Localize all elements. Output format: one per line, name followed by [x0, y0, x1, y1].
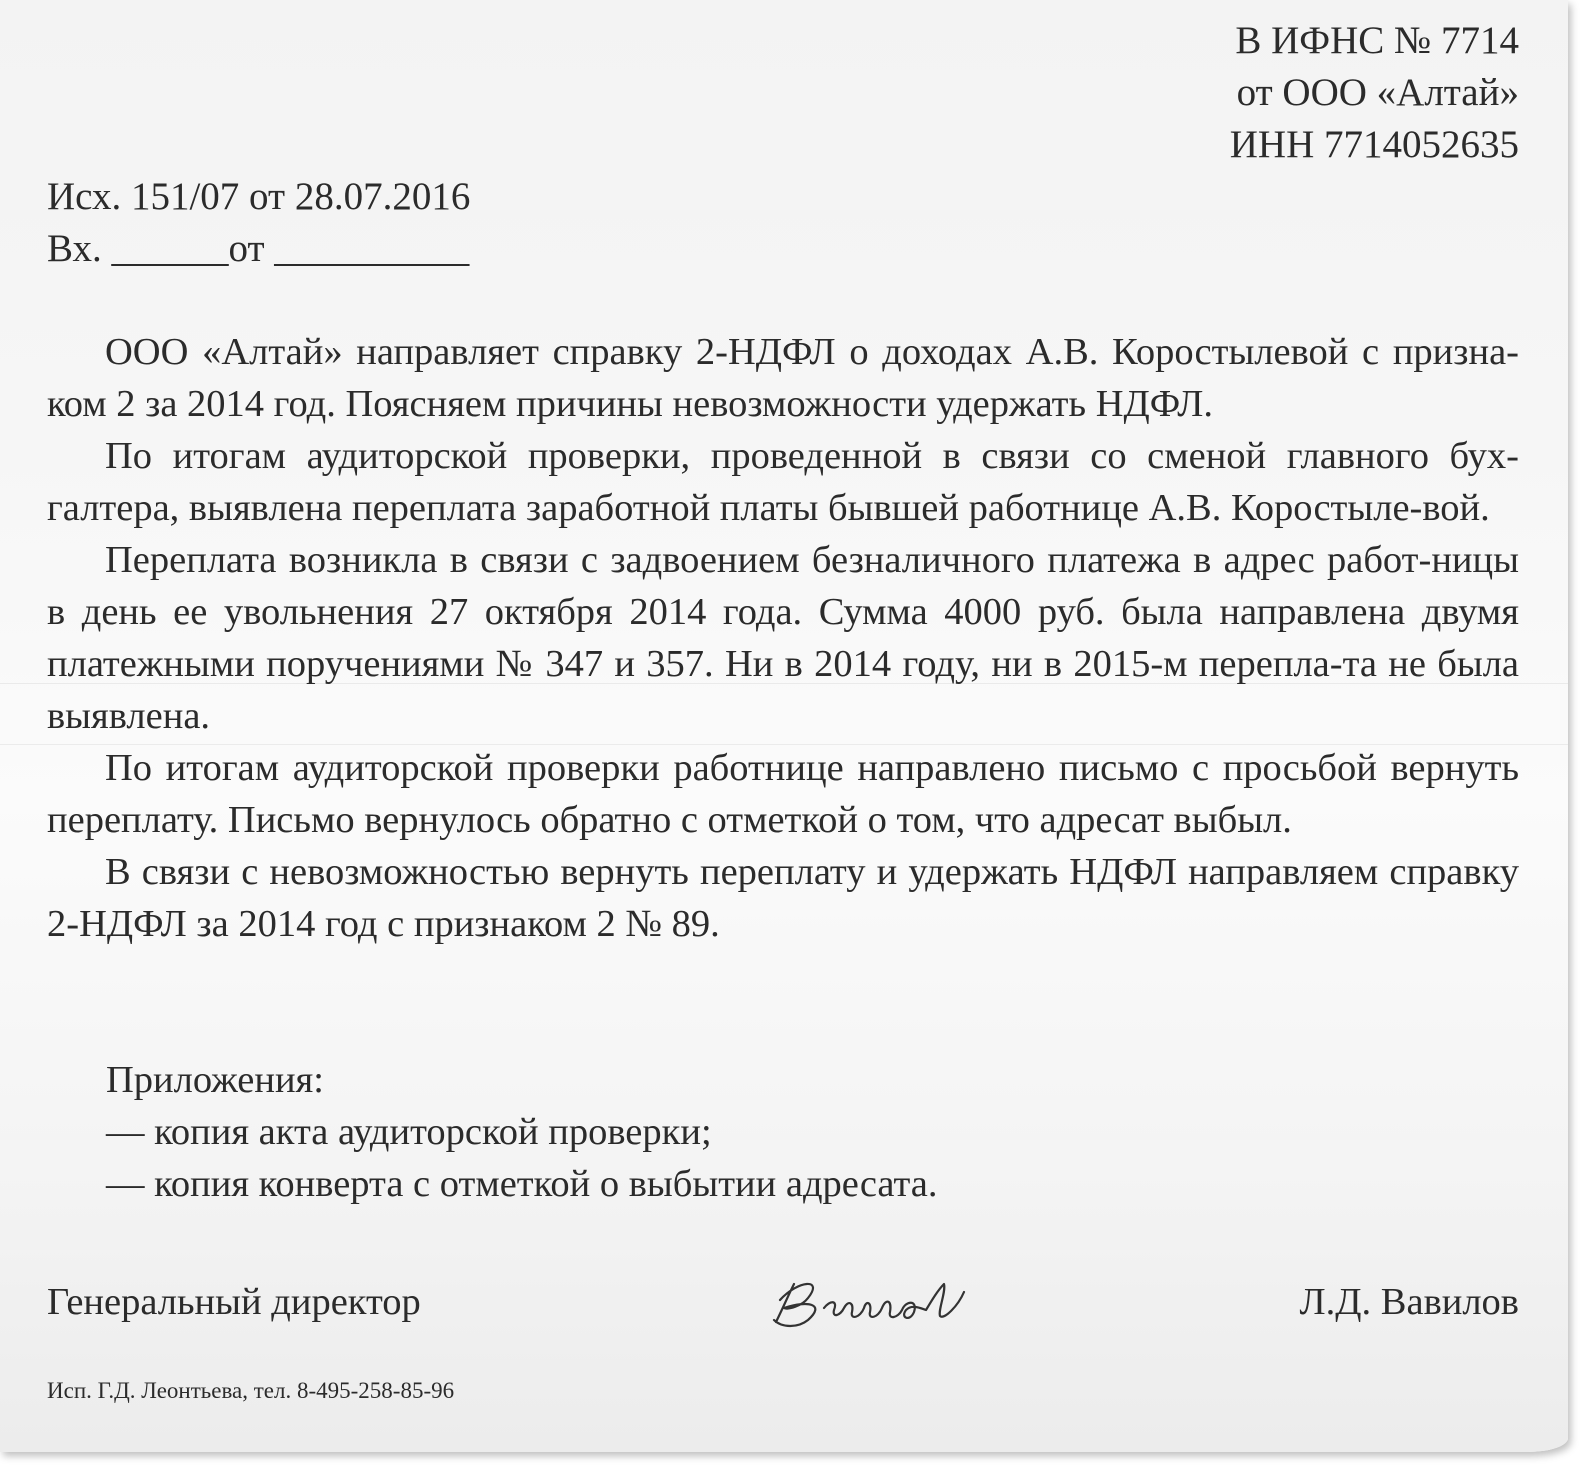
attachment-item: — копия акта аудиторской проверки;	[106, 1111, 712, 1153]
recipient-inn: ИНН 7714052635	[1229, 123, 1519, 166]
attachment-item: — копия конверта с отметкой о выбытии адресата.	[106, 1163, 938, 1205]
body-paragraph: В связи с невозможностью вернуть переплату и удержать НДФЛ направляем справку 2-НДФЛ за 2014 год с признаком 2 № 89.	[47, 851, 1519, 945]
signatory-name: Л.Д. Вавилов	[1299, 1281, 1519, 1323]
body-paragraph: По итогам аудиторской проверки работнице направлено письмо с просьбой вернуть переплату. Письмо вернулось обратно с отметкой о том, что адресат выбыл.	[47, 747, 1519, 841]
incoming-reference: Вх. ______от __________	[47, 227, 470, 270]
handwritten-signature	[768, 1270, 978, 1336]
body-paragraph: Переплата возникла в связи с задвоением безналичного платежа в адрес работ-ницы в день ее увольнения 27 октября 2014 года. Сумма 4000 руб. была направлена двумя платежными поручениями № 347 и 357. Ни в 2014 году, ни в 2015-м перепла-та не была выявлена.	[47, 539, 1519, 737]
recipient-from: от ООО «Алтай»	[1236, 71, 1519, 114]
recipient-to: В ИФНС № 7714	[1235, 19, 1519, 62]
executor-footer: Исп. Г.Д. Леонтьева, тел. 8-495-258-85-96	[47, 1378, 455, 1403]
body-paragraph: ООО «Алтай» направляет справку 2-НДФЛ о доходах А.В. Коростылевой с призна-ком 2 за 2014 год. Поясняем причины невозможности удержать НДФЛ.	[47, 331, 1519, 425]
signatory-position: Генеральный директор	[47, 1281, 421, 1323]
body-paragraph: По итогам аудиторской проверки, проведенной в связи со сменой главного бух-галтера, выявлена переплата заработной платы бывшей работнице А.В. Коростыле-вой.	[47, 435, 1519, 529]
outgoing-reference: Исх. 151/07 от 28.07.2016	[47, 175, 471, 218]
attachments-heading: Приложения:	[106, 1059, 324, 1101]
letter-body	[47, 326, 1519, 950]
